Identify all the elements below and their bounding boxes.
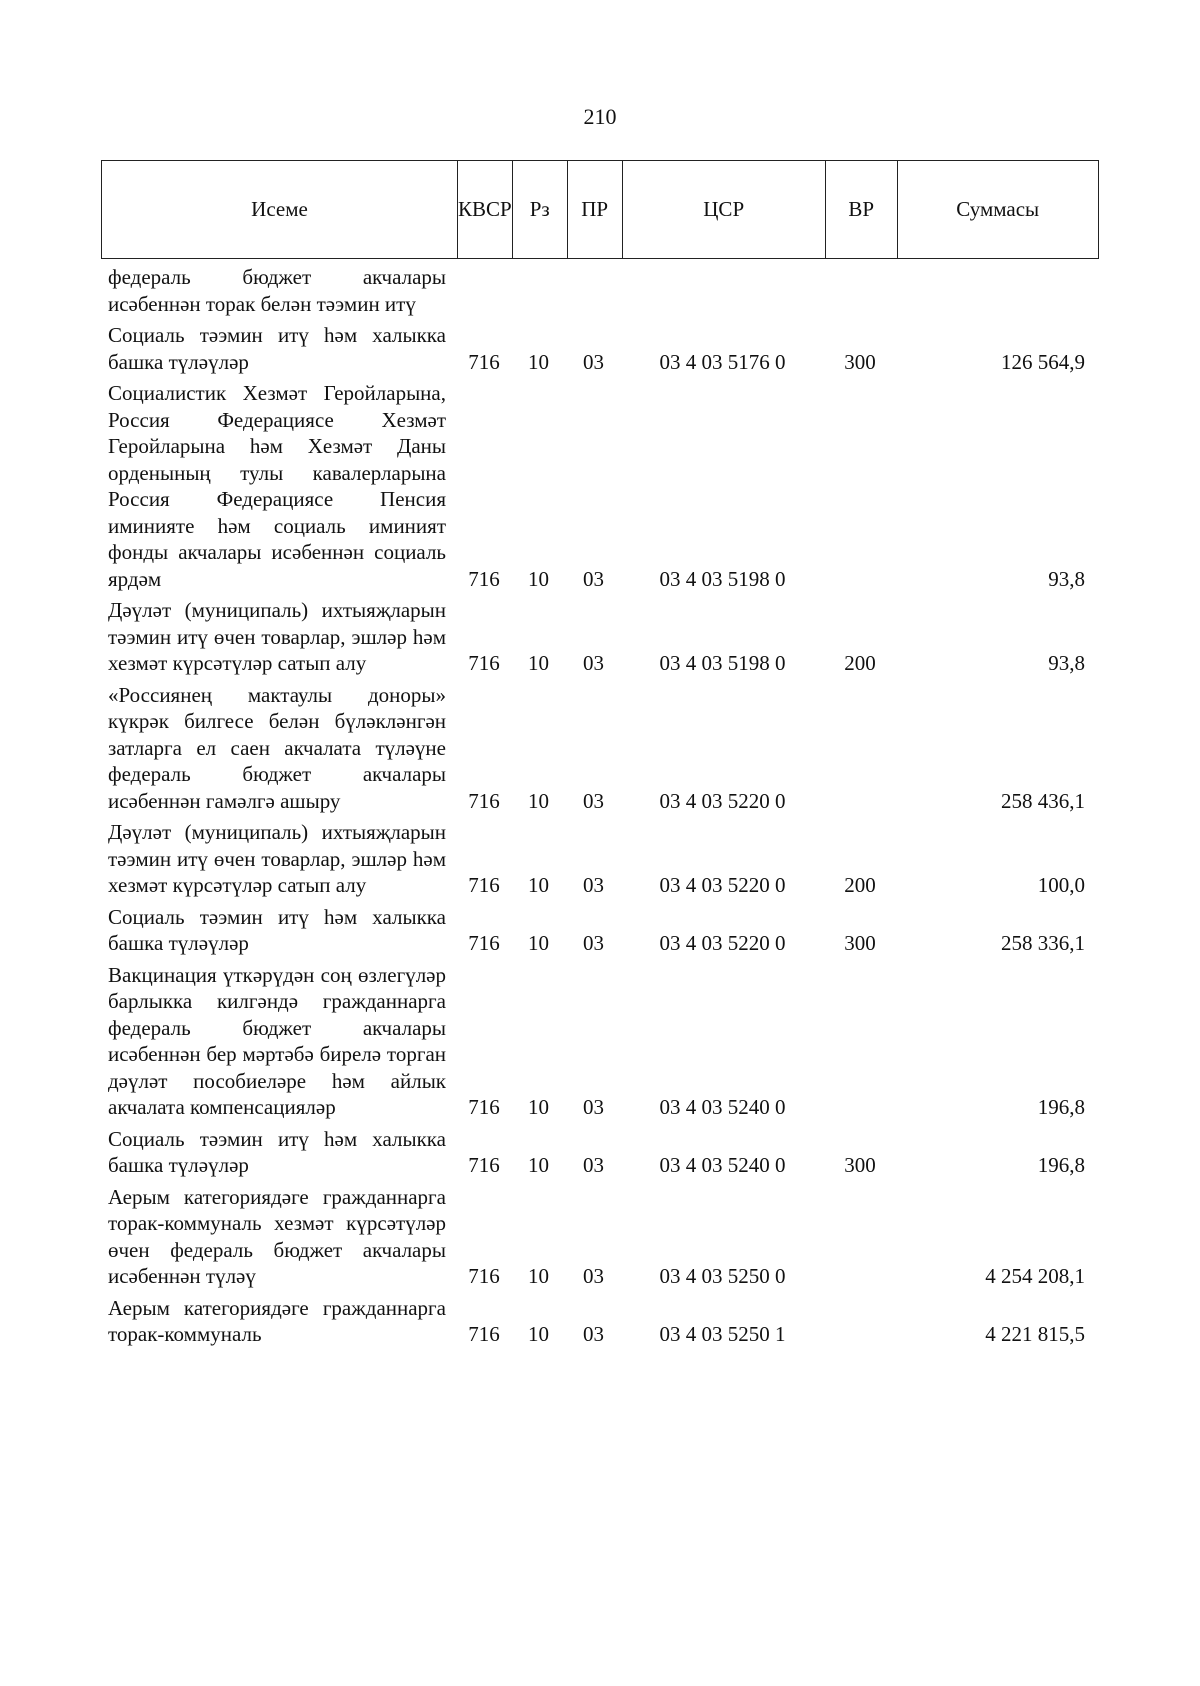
page-number: 210 (583, 104, 617, 129)
header-name: Исеме (102, 161, 458, 259)
table-body (101, 264, 1097, 1353)
row-kvsr: 716 (468, 873, 500, 897)
row-sum: 196,8 (1037, 1153, 1085, 1177)
row-csr: 03 4 03 5240 0 (659, 1095, 786, 1119)
table-row (101, 597, 1097, 677)
row-pr: 03 (583, 873, 604, 897)
row-name: Дәүләт (муниципаль) ихтыяҗларын тәэмин итү өчен товарлар, эшләр һәм хезмәт күрсәтүләр сатып алу (108, 820, 446, 897)
table-row (101, 1184, 1097, 1290)
row-pr: 03 (583, 1264, 604, 1288)
row-sum: 126 564,9 (1001, 349, 1085, 374)
row-pr: 03 (583, 931, 604, 955)
header-kvsr: КВСР (458, 161, 513, 259)
row-csr: 03 4 03 5250 0 (659, 1264, 786, 1288)
row-pr: 03 (583, 1322, 604, 1346)
row-sum: 100,0 (1037, 873, 1085, 897)
row-csr: 03 4 03 5198 0 (659, 566, 786, 591)
row-kvsr: 716 (468, 1264, 500, 1288)
row-kvsr: 716 (468, 566, 500, 591)
row-pr: 03 (583, 1153, 604, 1177)
row-csr: 03 4 03 5198 0 (659, 651, 786, 675)
row-pr: 03 (583, 651, 604, 675)
row-rz: 10 (528, 873, 549, 897)
row-name: Социаль тәэмин итү һәм халыкка башка түләүләр (108, 904, 446, 955)
table-row (101, 1126, 1097, 1179)
row-sum: 258 336,1 (1001, 931, 1085, 955)
row-kvsr: 716 (468, 651, 500, 675)
table-row (101, 962, 1097, 1121)
row-rz: 10 (528, 1153, 549, 1177)
row-vr: 300 (844, 349, 876, 374)
row-sum: 93,8 (1048, 651, 1085, 675)
row-name: Вакцинация үткәрүдән соң өзлегүләр барлыкка килгәндә гражданнарга федераль бюджет акчалары исәбеннән бер мәртәбә бирелә торган дәүләт пособиеләре һәм айлык акчалата компенсацияләр (108, 962, 446, 1119)
table-row (101, 904, 1097, 957)
row-rz: 10 (528, 566, 549, 591)
row-rz: 10 (528, 651, 549, 675)
row-kvsr: 716 (468, 788, 500, 813)
row-kvsr: 716 (468, 1322, 500, 1346)
row-name: Социаль тәэмин итү һәм халыкка башка түләүләр (108, 323, 446, 374)
table-row (101, 322, 1097, 375)
row-name: Социаль тәэмин итү һәм халыкка башка түләүләр (108, 1126, 446, 1177)
header-csr: ЦСР (622, 161, 825, 259)
table-row (101, 380, 1097, 592)
row-csr: 03 4 03 5220 0 (659, 788, 786, 813)
header-vr: ВР (825, 161, 897, 259)
table-row (101, 264, 1097, 317)
row-sum: 93,8 (1048, 566, 1085, 591)
row-name: Социалистик Хезмәт Геройларына, Россия Федерациясе Хезмәт Геройларына һәм Хезмәт Даны орденының тулы кавалерларына Россия Федерациясе Пенсия иминияте һәм социаль иминият фонды акчалары исәбеннән социаль ярдәм (108, 381, 446, 591)
header-pr: ПР (567, 161, 622, 259)
table-row (101, 819, 1097, 899)
row-rz: 10 (528, 788, 549, 813)
row-rz: 10 (528, 1264, 549, 1288)
row-sum: 4 221 815,5 (985, 1322, 1085, 1346)
header-sum: Суммасы (897, 161, 1098, 259)
row-name: «Россиянең мактаулы доноры» күкрәк билгесе белән бүләкләнгән затларга ел саен акчалата түләүне федераль бюджет акчалары исәбеннән гамәлгә ашыру (108, 682, 446, 813)
row-csr: 03 4 03 5220 0 (659, 931, 786, 955)
row-rz: 10 (528, 1322, 549, 1346)
row-name: федераль бюджет акчалары исәбеннән торак белән тәэмин итү (108, 265, 446, 316)
row-vr: 300 (844, 1153, 876, 1177)
row-kvsr: 716 (468, 1153, 500, 1177)
row-pr: 03 (583, 566, 604, 591)
row-name: Дәүләт (муниципаль) ихтыяҗларын тәэмин итү өчен товарлар, эшләр һәм хезмәт күрсәтүләр сатып алу (108, 598, 446, 675)
row-kvsr: 716 (468, 931, 500, 955)
row-rz: 10 (528, 931, 549, 955)
row-csr: 03 4 03 5176 0 (659, 349, 786, 374)
row-pr: 03 (583, 788, 604, 813)
row-sum: 4 254 208,1 (985, 1264, 1085, 1288)
row-vr: 200 (844, 651, 876, 675)
row-kvsr: 716 (468, 349, 500, 374)
table-row (101, 682, 1097, 815)
row-sum: 196,8 (1037, 1095, 1085, 1119)
row-vr: 200 (844, 873, 876, 897)
row-name: Аерым категориядәге гражданнарга торак-коммуналь (108, 1295, 446, 1346)
row-rz: 10 (528, 349, 549, 374)
row-csr: 03 4 03 5240 0 (659, 1153, 786, 1177)
row-name: Аерым категориядәге гражданнарга торак-коммуналь хезмәт күрсәтүләр өчен федераль бюджет акчалары исәбеннән түләү (108, 1184, 446, 1288)
table-row (101, 1295, 1097, 1348)
row-vr: 300 (844, 931, 876, 955)
header-rz: Рз (512, 161, 567, 259)
row-pr: 03 (583, 1095, 604, 1119)
row-kvsr: 716 (468, 1095, 500, 1119)
row-pr: 03 (583, 349, 604, 374)
row-rz: 10 (528, 1095, 549, 1119)
row-sum: 258 436,1 (1001, 788, 1085, 813)
row-csr: 03 4 03 5250 1 (659, 1322, 786, 1346)
table-header (101, 160, 1099, 259)
row-csr: 03 4 03 5220 0 (659, 873, 786, 897)
